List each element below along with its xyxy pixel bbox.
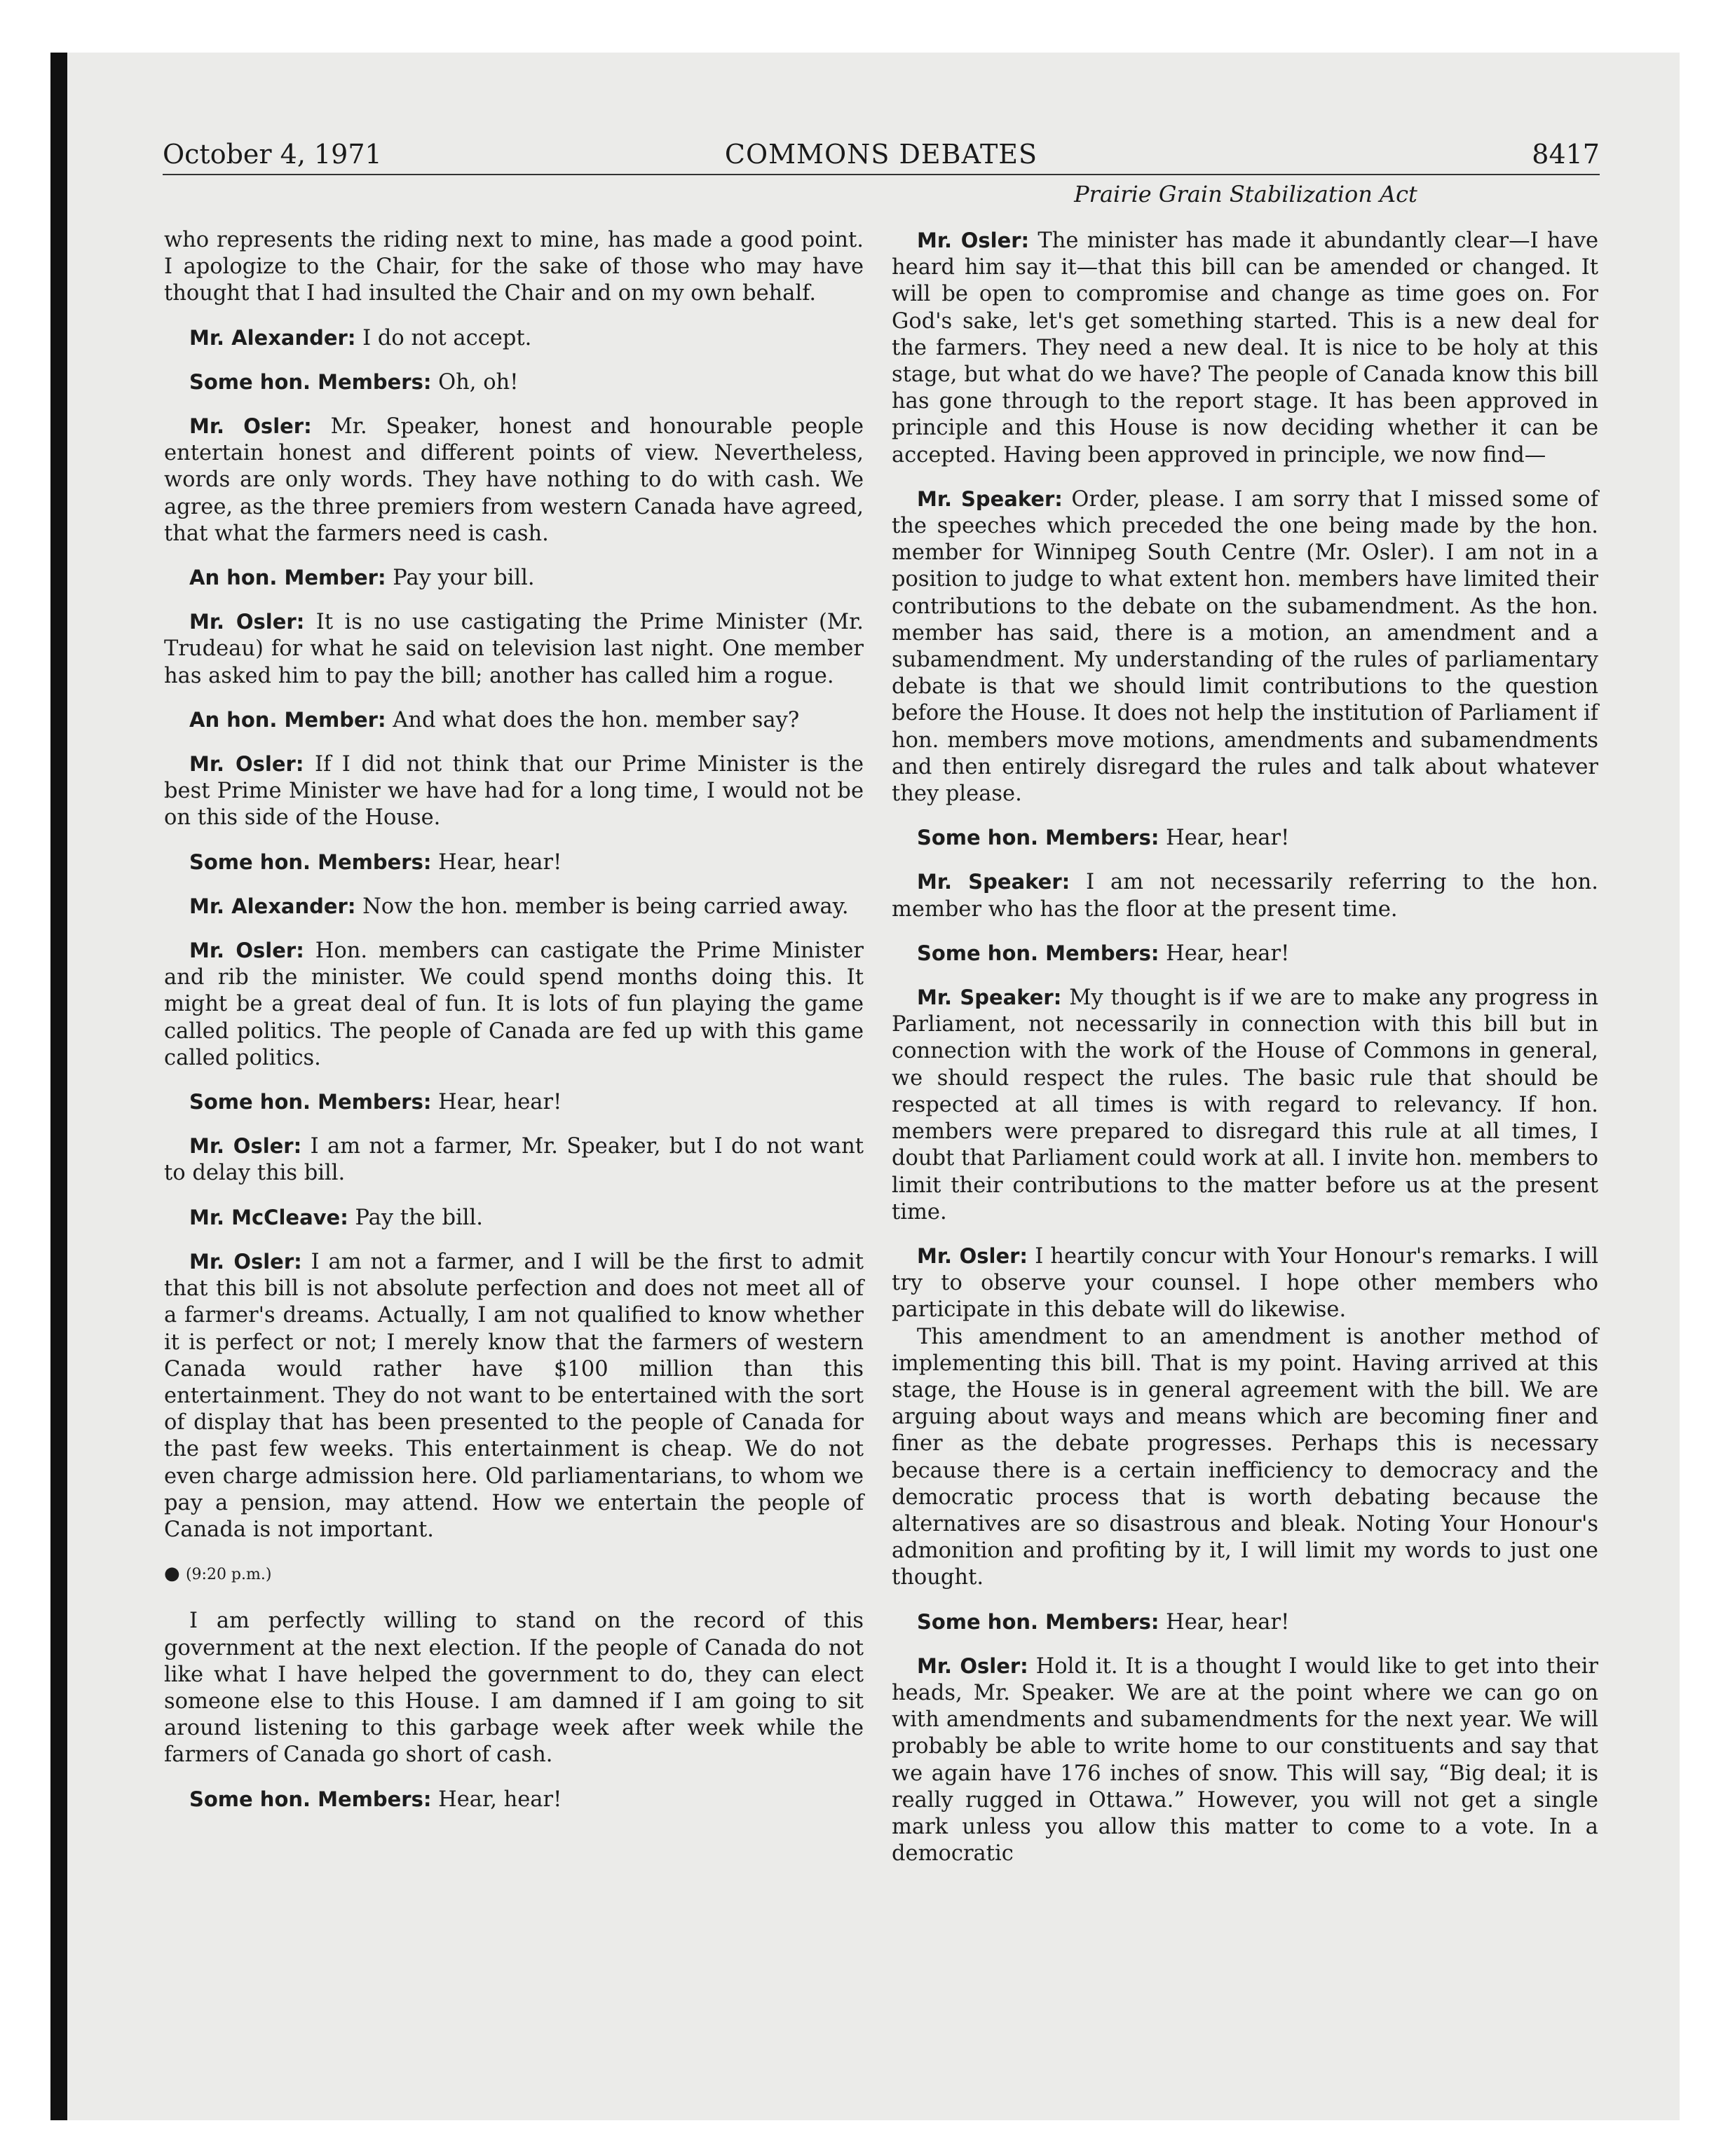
speaker-name: An hon. Member: xyxy=(189,566,386,590)
speech-text: I am not a farmer, Mr. Speaker, but I do not want to delay this bill. xyxy=(164,1134,864,1186)
speech-text: Hear, hear! xyxy=(438,850,562,875)
speaker-name: Mr. Osler: xyxy=(189,752,304,777)
paragraph xyxy=(892,824,1598,852)
paragraph xyxy=(164,1089,864,1116)
speech-text: Order, please. I am sorry that I missed some of the speeches which preceded the one being made by the hon. member for Winnipeg South Centre (Mr. Osler). I am not in a position to judge to what extent hon. members have limited their contributions to the debate on the subamendment. As the hon. member has said, there is a motion, an amendment and a subamendment. My understanding of the rules of parliamentary debate is that we should limit contributions to the question before the House. It does not help the institution of Parliament if hon. members move motions, amendments and subamendments and then entirely disregard the rules and talk about whatever they please. xyxy=(892,486,1598,807)
speaker-name: Some hon. Members: xyxy=(917,941,1159,965)
right-column xyxy=(892,227,1598,1884)
speech-text: Hear, hear! xyxy=(1166,1609,1290,1635)
paragraph xyxy=(892,227,1598,469)
paragraph xyxy=(164,1786,864,1813)
paragraph xyxy=(892,1653,1598,1868)
paragraph xyxy=(164,369,864,396)
speaker-name: Mr. Speaker: xyxy=(917,985,1062,1010)
speaker-name: Mr. Osler: xyxy=(189,414,312,439)
paragraph xyxy=(164,413,864,547)
paragraph xyxy=(164,849,864,876)
paragraph xyxy=(892,1243,1598,1324)
speech-text: This amendment to an amendment is another method of implementing this bill. That is my point. Having arrived at this stage, the House is in general agreement with the bill. We are arguing about ways and means which are becoming finer and finer as the debate progresses. Perhaps this is necessary because there is a certain inefficiency to democracy and the democratic process that is worth debating because the alternatives are so disastrous and bleak. Noting Your Honour's admonition and profiting by it, I will limit my words to just one thought. xyxy=(892,1324,1598,1590)
bullet-icon: ● xyxy=(164,1563,186,1585)
speaker-name: Mr. Alexander: xyxy=(189,894,356,918)
header-title: COMMONS DEBATES xyxy=(724,139,1038,170)
paragraph xyxy=(164,1133,864,1187)
speaker-name: Mr. Osler: xyxy=(189,939,304,963)
speech-text: Hear, hear! xyxy=(438,1787,562,1812)
speech-text: Oh, oh! xyxy=(438,369,519,395)
speech-text: My thought is if we are to make any progress in Parliament, not necessarily in connection with this bill but in connection with the work of the House of Commons in general, we should respect the rules. The basic rule that should be respected at all times is with regard to relevancy. If hon. members were prepared to disregard this rule at all times, I doubt that Parliament could work at all. I invite hon. members to limit their contributions to the matter before us at the present time. xyxy=(892,985,1598,1224)
speech-text: Pay the bill. xyxy=(355,1205,483,1230)
speech-text: I am perfectly willing to stand on the record of this government at the next election. If the people of Canada do not like what I have helped the government to do, they can elect someone else to this House. I am damned if I am going to sit around listening to this garbage week after week while the farmers of Canada go short of cash. xyxy=(164,1609,864,1768)
paragraph xyxy=(164,751,864,832)
speaker-name: Mr. Osler: xyxy=(189,1249,302,1274)
header-date: October 4, 1971 xyxy=(163,139,382,170)
speaker-name: Mr. Osler: xyxy=(917,1243,1028,1268)
paragraph xyxy=(164,937,864,1072)
speaker-name: Mr. Osler: xyxy=(189,1134,302,1159)
speaker-name: Some hon. Members: xyxy=(917,1609,1159,1634)
speech-text: I heartily concur with Your Honour's remarks. I will try to observe your counsel. I hope other members who participate in this debate will do likewise. xyxy=(892,1243,1599,1323)
paragraph xyxy=(892,486,1598,807)
speaker-name: Mr. Osler: xyxy=(917,228,1030,252)
speech-text: Pay your bill. xyxy=(393,566,535,591)
speaker-name: Some hon. Members: xyxy=(189,369,432,394)
speech-text: Mr. Speaker, honest and honourable people entertain honest and different points of view. Nevertheless, words are only words. They have nothing to do with cash. We agree, as the three premiers from western Canada have agreed, that what the farmers need is cash. xyxy=(164,414,864,546)
paragraph xyxy=(892,1609,1598,1636)
scan-margin xyxy=(0,0,1735,53)
running-header xyxy=(163,135,1600,175)
paragraph xyxy=(892,940,1598,967)
paragraph xyxy=(164,227,864,308)
speaker-name: Some hon. Members: xyxy=(189,850,432,874)
speech-text: Hear, hear! xyxy=(438,1090,562,1115)
paragraph xyxy=(164,707,864,734)
paragraph xyxy=(164,1248,864,1543)
speech-text: I am not necessarily referring to the hon. member who has the floor at the present time. xyxy=(892,870,1598,922)
speaker-name: Some hon. Members: xyxy=(189,1787,432,1811)
speech-text: Now the hon. member is being carried away. xyxy=(362,894,849,919)
paragraph xyxy=(164,564,864,592)
speech-text: It is no use castigating the Prime Minister (Mr. Trudeau) for what he said on television last night. One member has asked him to pay the bill; another has called him a rogue. xyxy=(164,610,864,688)
paragraph xyxy=(164,1204,864,1231)
paragraph xyxy=(164,893,864,920)
speech-text: I do not accept. xyxy=(362,325,532,350)
speech-text: Hold it. It is a thought I would like to get into their heads, Mr. Speaker. We are at the point where we can go on with amendments and subamendments for the next year. We will probably be able to write home to our constituents and say that we again have 176 inches of snow. This will say, “Big deal; it is really rugged in Ottawa.” However, you will not get a single mark unless you allow this matter to come to a vote. In a democratic xyxy=(892,1653,1599,1867)
paragraph xyxy=(892,868,1598,922)
time-stamp: (9:20 p.m.) xyxy=(185,1566,272,1584)
speaker-name: Mr. Alexander: xyxy=(189,325,356,350)
paragraph xyxy=(164,608,864,690)
speech-text: who represents the riding next to mine, has made a good point. I apologize to the Chair, for the sake of those who may have thought that I had insulted the Chair and on my own behalf. xyxy=(164,228,864,306)
left-column xyxy=(164,227,864,1830)
speech-text: The minister has made it abundantly clear—I have heard him say it—that this bill can be amended or changed. It will be open to compromise and change as time goes on. For God's sake, let's get something started. This is a new deal for the farmers. They need a new deal. It is nice to be holy at this stage, but what do we have? The people of Canada know this bill has gone through to the report stage. It has been approved in principle and this House is now deciding whether it can be accepted. Having been approved in principle, we now find— xyxy=(892,228,1599,468)
speaker-name: Mr. Osler: xyxy=(189,610,305,634)
speaker-name: Mr. Osler: xyxy=(917,1653,1028,1678)
speaker-name: Mr. Speaker: xyxy=(917,486,1063,511)
speaker-name: An hon. Member: xyxy=(189,707,386,732)
paragraph xyxy=(892,984,1598,1226)
speech-text: Hear, hear! xyxy=(1166,941,1290,966)
speech-text: And what does the hon. member say? xyxy=(393,707,800,732)
paragraph xyxy=(164,325,864,352)
speech-text: Hon. members can castigate the Prime Minister and rib the minister. We could spend months doing this. It might be a great deal of fun. It is lots of fun playing the game called politics. The people of Canada are fed up with this game called politics. xyxy=(164,939,864,1070)
scan-binding-edge xyxy=(50,53,67,2120)
header-page-number: 8417 xyxy=(1532,139,1600,170)
speaker-name: Mr. McCleave: xyxy=(189,1205,348,1229)
speaker-name: Some hon. Members: xyxy=(917,826,1159,850)
speaker-name: Mr. Speaker: xyxy=(917,870,1070,894)
speaker-name: Some hon. Members: xyxy=(189,1090,432,1114)
speech-text: Hear, hear! xyxy=(1166,826,1290,851)
speech-text: I am not a farmer, and I will be the first to admit that this bill is not absolute perfection and does not meet all of a farmer's dreams. Actually, I am not qualified to know whether it is perfect or not; I merely know that the farmers of western Canada would rather have $100 million than this entertainment. They do not want to be entertained with the sort of display that has been presented to the people of Canada for the past few weeks. This entertainment is cheap. We do not even charge admission here. Old parliamentarians, to whom we pay a pension, may attend. How we entertain the people of Canada is not important. xyxy=(164,1249,864,1542)
paragraph xyxy=(892,1324,1598,1592)
paragraph xyxy=(164,1560,864,1588)
paragraph xyxy=(164,1608,864,1768)
section-title: Prairie Grain Stabilization Act xyxy=(1074,181,1417,207)
speech-text: If I did not think that our Prime Minister is the best Prime Minister we have had for a long time, I would not be on this side of the House. xyxy=(164,752,864,831)
